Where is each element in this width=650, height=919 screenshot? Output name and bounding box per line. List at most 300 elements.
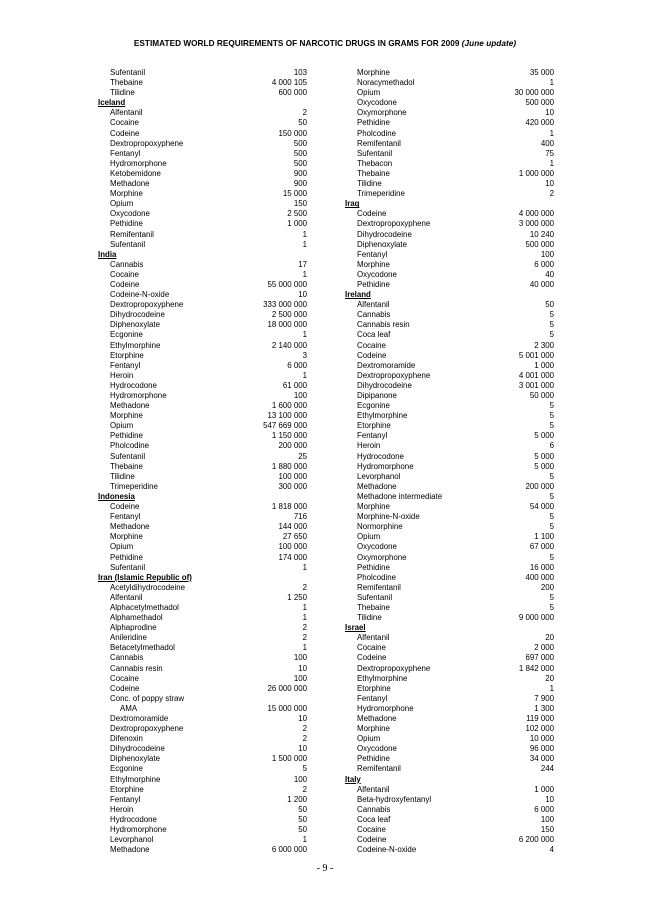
drug-quantity: 1	[302, 835, 307, 845]
drug-name: Betacetylmethadol	[110, 643, 175, 653]
drug-name: Cannabis	[110, 653, 144, 663]
drug-name: Alphaprodine	[110, 623, 157, 633]
drug-row	[345, 613, 554, 623]
drug-row	[98, 118, 307, 128]
drug-row	[98, 603, 307, 613]
drug-name: Cannabis resin	[357, 320, 410, 330]
drug-row	[98, 209, 307, 219]
drug-name: Remifentanil	[357, 582, 401, 592]
drug-name: Pholcodine	[357, 572, 397, 582]
drug-row	[98, 522, 307, 532]
drug-quantity: 2	[302, 623, 307, 633]
drug-name: Dextropropoxyphene	[110, 724, 184, 734]
drug-quantity: 6 000	[534, 259, 554, 269]
drug-row	[345, 270, 554, 280]
drug-row	[345, 98, 554, 108]
drug-name: Ethylmorphine	[110, 340, 161, 350]
drug-name: Dipipanone	[357, 391, 397, 400]
drug-row	[98, 452, 307, 462]
drug-row	[345, 573, 554, 583]
drug-quantity: 50	[298, 825, 307, 835]
drug-row	[345, 320, 554, 330]
drug-row	[98, 553, 307, 563]
drug-quantity: 15 000 000	[267, 703, 307, 713]
drug-quantity: 100 000	[278, 542, 307, 552]
drug-row	[345, 441, 554, 451]
drug-quantity: 5	[549, 512, 554, 522]
title-update-note: (June update)	[461, 39, 517, 48]
drug-quantity: 7 900	[534, 693, 554, 703]
drug-quantity: 900	[293, 179, 307, 189]
drug-name: Heroin	[110, 370, 134, 380]
drug-row	[345, 159, 554, 169]
drug-quantity: 2	[302, 582, 307, 592]
drug-quantity: 1	[302, 602, 307, 612]
drug-row	[345, 553, 554, 563]
drug-row	[345, 108, 554, 118]
drug-quantity: 40	[545, 269, 554, 279]
drug-name: Oxycodone	[357, 98, 397, 108]
drug-quantity: 2 500	[287, 209, 307, 219]
drug-name: Cocaine	[357, 825, 386, 835]
drug-row	[345, 361, 554, 371]
drug-quantity: 5	[549, 320, 554, 330]
drug-quantity: 697 000	[525, 653, 554, 663]
drug-name: Ethylmorphine	[110, 774, 161, 784]
country-heading	[98, 573, 307, 583]
drug-quantity: 500	[293, 148, 307, 158]
drug-quantity: 5	[302, 764, 307, 774]
drug-quantity: 10	[298, 744, 307, 754]
country-name: Italy	[345, 774, 361, 784]
drug-name: Alphacetylmethadol	[110, 602, 179, 612]
drug-row	[98, 300, 307, 310]
drug-name: Remifentanil	[357, 138, 401, 148]
drug-quantity: 1	[302, 330, 307, 340]
drug-row	[98, 704, 307, 714]
drug-name: Dextropropoxyphene	[357, 219, 431, 229]
drug-row	[345, 754, 554, 764]
drug-row	[98, 643, 307, 653]
drug-name: Beta-hydroxyfentanyl	[357, 794, 432, 804]
drug-row	[345, 219, 554, 229]
drug-row	[98, 633, 307, 643]
drug-name: Dextropropoxyphene	[357, 370, 431, 380]
drug-quantity: 75	[545, 148, 554, 158]
drug-row	[98, 835, 307, 845]
drug-name: Fentanyl	[357, 431, 388, 441]
drug-quantity: 150	[540, 825, 554, 835]
left-column	[98, 68, 307, 855]
drug-quantity: 30 000 000	[514, 88, 554, 98]
drug-row	[98, 230, 307, 240]
drug-name: Oxymorphone	[357, 552, 407, 562]
drug-row	[98, 775, 307, 785]
drug-quantity: 5	[549, 330, 554, 340]
drug-name: Etorphine	[110, 784, 144, 794]
drug-quantity: 4 000 105	[271, 78, 307, 88]
drug-row	[98, 411, 307, 421]
drug-name: Dihydrocodeine	[110, 310, 165, 320]
drug-name: Ecgonine	[110, 764, 143, 774]
drug-row	[345, 815, 554, 825]
drug-quantity: 61 000	[282, 380, 307, 390]
drug-name: Sufentanil	[110, 562, 146, 572]
drug-quantity: 1 300	[534, 703, 554, 713]
drug-name: AMA	[120, 703, 138, 713]
drug-row	[345, 330, 554, 340]
drug-name: Pholcodine	[110, 441, 150, 451]
drug-name: Cocaine	[110, 118, 139, 128]
drug-quantity: 500	[293, 158, 307, 168]
drug-row	[345, 583, 554, 593]
drug-name: Alfentanil	[110, 592, 143, 602]
drug-name: Coca leaf	[357, 814, 391, 824]
drug-name: Sufentanil	[110, 239, 146, 249]
drug-row	[98, 502, 307, 512]
drug-row	[345, 179, 554, 189]
drug-quantity: 5 000	[534, 461, 554, 471]
drug-quantity: 18 000 000	[267, 320, 307, 330]
drug-name: Oxycodone	[357, 744, 397, 754]
drug-name: Morphine	[357, 259, 390, 269]
drug-row	[98, 815, 307, 825]
drug-row	[345, 209, 554, 219]
drug-row	[98, 512, 307, 522]
drug-row	[98, 149, 307, 159]
drug-row	[345, 744, 554, 754]
drug-name: Alfentanil	[357, 633, 390, 643]
drug-row	[98, 260, 307, 270]
drug-row	[345, 411, 554, 421]
drug-quantity: 1	[302, 239, 307, 249]
drug-row	[345, 149, 554, 159]
drug-quantity: 200	[540, 582, 554, 592]
drug-row	[345, 542, 554, 552]
drug-row	[98, 532, 307, 542]
drug-name: Alphamethadol	[110, 613, 163, 623]
drug-quantity: 1 842 000	[518, 663, 554, 673]
drug-name: Thebaine	[357, 602, 390, 612]
drug-name: Thebaine	[357, 168, 390, 178]
country-name: Israel	[345, 623, 366, 633]
drug-row	[98, 290, 307, 300]
drug-name: Opium	[110, 199, 134, 209]
drug-name: Sufentanil	[357, 592, 393, 602]
drug-name: Dihydrocodeine	[357, 380, 412, 390]
drug-quantity: 1 600 000	[271, 401, 307, 411]
drug-row	[345, 462, 554, 472]
drug-row	[345, 764, 554, 774]
drug-quantity: 5	[549, 522, 554, 532]
page-number: - 9 -	[316, 863, 334, 874]
drug-row	[345, 250, 554, 260]
drug-quantity: 34 000	[529, 754, 554, 764]
drug-quantity: 4 000 000	[518, 209, 554, 219]
drug-quantity: 100	[540, 814, 554, 824]
drug-row	[345, 734, 554, 744]
drug-quantity: 200 000	[278, 441, 307, 451]
drug-row	[98, 159, 307, 169]
drug-quantity: 17	[298, 259, 307, 269]
drug-row	[345, 260, 554, 270]
country-name: Ireland	[345, 290, 371, 300]
drug-quantity: 1 150 000	[271, 431, 307, 441]
drug-row	[345, 371, 554, 381]
country-heading	[98, 250, 307, 260]
drug-name: Pethidine	[357, 279, 390, 289]
drug-quantity: 1 000	[534, 784, 554, 794]
drug-row	[345, 603, 554, 613]
drug-row	[345, 724, 554, 734]
drug-quantity: 1	[302, 229, 307, 239]
drug-row	[98, 139, 307, 149]
drug-name: Pethidine	[357, 754, 390, 764]
drug-name: Pethidine	[357, 562, 390, 572]
drug-name: Alfentanil	[357, 784, 390, 794]
drug-name: Ecgonine	[357, 401, 390, 411]
drug-quantity: 5	[549, 471, 554, 481]
drug-row	[98, 785, 307, 795]
drug-quantity: 1	[549, 128, 554, 138]
drug-name: Thebacon	[357, 158, 393, 168]
drug-quantity: 50	[298, 118, 307, 128]
drug-quantity: 1 000 000	[518, 168, 554, 178]
drug-row	[98, 421, 307, 431]
drug-row	[345, 633, 554, 643]
drug-quantity: 1	[302, 370, 307, 380]
drug-quantity: 5 000	[534, 451, 554, 461]
drug-row	[98, 330, 307, 340]
drug-quantity: 144 000	[278, 522, 307, 532]
drug-quantity: 55 000 000	[267, 279, 307, 289]
drug-name: Pholcodine	[357, 128, 397, 138]
drug-quantity: 4 001 000	[518, 370, 554, 380]
drug-quantity: 1 000	[287, 219, 307, 229]
drug-name: Difenoxin	[110, 734, 143, 744]
drug-row	[345, 593, 554, 603]
drug-row	[98, 78, 307, 88]
drug-quantity: 2 300	[534, 340, 554, 350]
drug-quantity: 9 000 000	[518, 613, 554, 623]
drug-name: Codeine	[357, 209, 387, 219]
drug-quantity: 244	[540, 764, 554, 774]
drug-name: Codeine	[110, 683, 140, 693]
drug-row	[98, 391, 307, 401]
drug-name: Sufentanil	[110, 451, 146, 461]
drug-name: Fentanyl	[357, 693, 388, 703]
drug-quantity: 1 500 000	[271, 754, 307, 764]
drug-name: Pethidine	[110, 219, 143, 229]
drug-quantity: 5	[549, 491, 554, 501]
drug-name: Fentanyl	[110, 794, 141, 804]
drug-name: Normorphine	[357, 522, 403, 532]
drug-quantity: 4	[549, 845, 554, 855]
drug-name: Levorphanol	[357, 471, 401, 481]
drug-quantity: 5 000	[534, 431, 554, 441]
drug-name: Hydrocodone	[110, 380, 157, 390]
drug-name: Cocaine	[110, 673, 139, 683]
drug-row	[98, 270, 307, 280]
drug-quantity: 5	[549, 310, 554, 320]
drug-quantity: 6 000	[534, 804, 554, 814]
drug-name: Cannabis	[110, 259, 144, 269]
drug-quantity: 67 000	[529, 542, 554, 552]
drug-name: Conc. of poppy straw	[110, 693, 185, 703]
drug-quantity: 5 001 000	[518, 350, 554, 360]
drug-row	[98, 179, 307, 189]
drug-name: Codeine	[357, 653, 387, 663]
drug-row	[345, 795, 554, 805]
drug-quantity: 100	[293, 391, 307, 400]
drug-row	[345, 189, 554, 199]
drug-row	[98, 744, 307, 754]
drug-row	[98, 845, 307, 855]
drug-quantity: 50	[298, 804, 307, 814]
drug-quantity: 10	[298, 714, 307, 723]
drug-name: Diphenoxylate	[110, 754, 161, 764]
drug-quantity: 6 000	[287, 360, 307, 370]
drug-quantity: 10	[298, 663, 307, 673]
drug-quantity: 15 000	[282, 189, 307, 199]
drug-name: Morphine	[110, 189, 143, 199]
country-name: Iraq	[345, 199, 360, 209]
drug-row	[345, 401, 554, 411]
drug-name: Diphenoxylate	[110, 320, 161, 330]
drug-name: Sufentanil	[357, 148, 393, 158]
drug-row	[345, 169, 554, 179]
drug-quantity: 716	[293, 512, 307, 522]
drug-row	[98, 472, 307, 482]
drug-quantity: 150 000	[278, 128, 307, 138]
drug-quantity: 1 100	[534, 532, 554, 542]
drug-quantity: 50	[545, 300, 554, 310]
drug-row	[98, 805, 307, 815]
drug-row	[345, 714, 554, 724]
drug-name: Fentanyl	[357, 249, 388, 259]
drug-quantity: 333 000 000	[263, 300, 307, 310]
drug-row	[98, 674, 307, 684]
drug-name: Pethidine	[357, 118, 390, 128]
drug-quantity: 1 818 000	[271, 502, 307, 512]
drug-row	[98, 280, 307, 290]
drug-name: Morphine	[110, 411, 143, 421]
page-title	[0, 39, 650, 48]
drug-name: Etorphine	[110, 350, 144, 360]
drug-quantity: 2	[302, 633, 307, 643]
drug-row	[98, 764, 307, 774]
drug-name: Dihydrocodeine	[357, 229, 412, 239]
drug-name: Dextropropoxyphene	[110, 138, 184, 148]
drug-name: Levorphanol	[110, 835, 154, 845]
drug-name: Codeine	[357, 835, 387, 845]
drug-row	[345, 68, 554, 78]
drug-row	[98, 381, 307, 391]
drug-name: Etorphine	[357, 421, 391, 431]
drug-row	[345, 381, 554, 391]
drug-name: Ethylmorphine	[357, 411, 408, 421]
drug-name: Diphenoxylate	[357, 239, 408, 249]
drug-quantity: 54 000	[529, 502, 554, 512]
drug-name: Acetyldihydrocodeine	[110, 582, 186, 592]
drug-name: Opium	[110, 542, 134, 552]
drug-row	[98, 684, 307, 694]
country-heading	[98, 98, 307, 108]
drug-name: Opium	[357, 532, 381, 542]
drug-row	[98, 653, 307, 663]
drug-row	[345, 341, 554, 351]
drug-name: Dextropropoxyphene	[357, 663, 431, 673]
country-heading	[98, 492, 307, 502]
drug-quantity: 1	[549, 158, 554, 168]
drug-name: Methadone	[110, 401, 150, 411]
drug-row	[345, 805, 554, 815]
drug-quantity: 1	[549, 683, 554, 693]
drug-quantity: 547 669 000	[263, 421, 307, 431]
drug-quantity: 10	[545, 179, 554, 189]
country-name: India	[98, 249, 117, 259]
drug-name: Hydromorphone	[110, 158, 167, 168]
drug-name: Methadone	[357, 481, 397, 491]
drug-name: Morphine	[357, 68, 390, 77]
drug-quantity: 3 001 000	[518, 380, 554, 390]
drug-row	[98, 68, 307, 78]
drug-row	[345, 664, 554, 674]
drug-name: Cocaine	[357, 340, 386, 350]
drug-quantity: 2	[302, 784, 307, 794]
drug-quantity: 5	[549, 411, 554, 421]
drug-row	[98, 431, 307, 441]
drug-name: Methadone	[110, 179, 150, 189]
drug-quantity: 96 000	[529, 744, 554, 754]
drug-quantity: 20	[545, 673, 554, 683]
drug-name: Tilidine	[357, 179, 382, 189]
drug-row	[98, 714, 307, 724]
drug-name: Tilidine	[110, 88, 135, 98]
drug-quantity: 6 000 000	[271, 845, 307, 855]
drug-quantity: 25	[298, 451, 307, 461]
drug-name: Pethidine	[110, 552, 143, 562]
drug-quantity: 1 880 000	[271, 461, 307, 471]
drug-quantity: 200 000	[525, 481, 554, 491]
drug-row	[345, 88, 554, 98]
drug-name: Opium	[110, 421, 134, 431]
drug-row	[98, 795, 307, 805]
drug-row	[98, 441, 307, 451]
drug-name: Thebaine	[110, 78, 143, 88]
drug-quantity: 10	[298, 290, 307, 300]
drug-row	[98, 623, 307, 633]
drug-row	[345, 643, 554, 653]
drug-quantity: 26 000 000	[267, 683, 307, 693]
drug-quantity: 3	[302, 350, 307, 360]
drug-name: Hydromorphone	[357, 703, 414, 713]
drug-quantity: 2	[302, 108, 307, 118]
drug-name: Pethidine	[110, 431, 143, 441]
drug-row	[345, 835, 554, 845]
drug-quantity: 6 200 000	[518, 835, 554, 845]
drug-name: Morphine	[110, 532, 143, 542]
drug-quantity: 100	[540, 249, 554, 259]
drug-row	[345, 845, 554, 855]
drug-row	[345, 78, 554, 88]
drug-quantity: 5	[549, 602, 554, 612]
drug-row	[345, 684, 554, 694]
drug-quantity: 50 000	[529, 391, 554, 400]
drug-quantity: 1 000	[534, 360, 554, 370]
drug-name: Dextromoramide	[110, 714, 169, 723]
drug-name: Oxycodone	[110, 209, 150, 219]
